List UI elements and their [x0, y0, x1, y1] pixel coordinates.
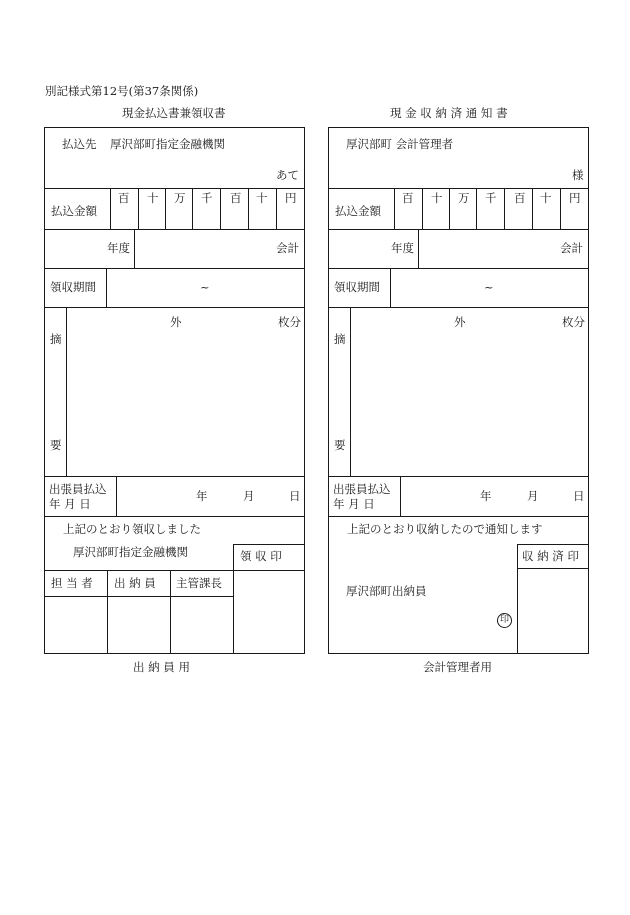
digit-label: 万 [458, 191, 470, 205]
nendo-divider [134, 229, 135, 268]
kaikei-label: 会計 [560, 241, 583, 255]
digit-label: 十 [431, 191, 443, 205]
right-footer: 会計管理者用 [423, 660, 492, 674]
summary-label-top: 摘 [334, 332, 346, 346]
nendo-divider [418, 229, 419, 268]
hoka-label: 外 [170, 315, 182, 329]
digit-divider [476, 188, 477, 229]
left-divider [44, 476, 305, 477]
amount-label: 払込金額 [335, 204, 381, 218]
date-month-label: 月 [527, 489, 539, 503]
period-label: 領収期間 [334, 280, 380, 294]
left-divider [44, 570, 305, 571]
amount-label: 払込金額 [51, 204, 97, 218]
nendo-label: 年度 [391, 241, 414, 255]
date-year-label: 年 [480, 489, 492, 503]
digit-label: 円 [285, 191, 297, 205]
staff-col-divider [170, 570, 171, 654]
right-form-title: 現 金 収 納 済 通 知 書 [390, 106, 508, 120]
right-divider [328, 516, 589, 517]
digit-label: 百 [118, 191, 130, 205]
digit-divider [422, 188, 423, 229]
hoka-label: 外 [454, 315, 466, 329]
payee-name: 厚沢部町指定金融機関 [110, 137, 225, 151]
date-day-label: 日 [573, 489, 585, 503]
dispatch-label: 出張員払込 [49, 482, 107, 496]
atena-label: あて [276, 168, 299, 182]
digit-label: 百 [514, 191, 526, 205]
dispatch-date-label: 年 月 日 [333, 497, 375, 511]
period-separator: ~ [200, 280, 210, 294]
period-divider [390, 268, 391, 307]
kaikei-label: 会計 [276, 241, 299, 255]
summary-label-bottom: 要 [50, 438, 62, 452]
digit-label: 千 [201, 191, 213, 205]
digit-label: 十 [147, 191, 159, 205]
period-label: 領収期間 [50, 280, 96, 294]
maibun-label: 枚分 [562, 315, 585, 329]
nendo-label: 年度 [107, 241, 130, 255]
dispatch-date-label: 年 月 日 [49, 497, 91, 511]
addressee-line: 厚沢部町 会計管理者 [346, 137, 454, 151]
receipt-notice: 上記のとおり領収しました [63, 522, 201, 536]
seal-box-divider [517, 544, 518, 654]
digit-label: 十 [540, 191, 552, 205]
digit-label: 千 [485, 191, 497, 205]
summary-label-bottom: 要 [334, 438, 346, 452]
left-divider [44, 307, 305, 308]
staff-col-label: 主管課長 [176, 576, 222, 590]
digit-divider [276, 188, 277, 229]
digit-divider [138, 188, 139, 229]
left-amount-divider [110, 188, 111, 229]
dispatch-divider [116, 476, 117, 516]
date-month-label: 月 [243, 489, 255, 503]
maibun-label: 枚分 [278, 315, 301, 329]
digit-divider [192, 188, 193, 229]
right-amount-divider [394, 188, 395, 229]
date-day-label: 日 [289, 489, 301, 503]
collection-seal-label: 収 納 済 印 [522, 549, 579, 563]
digit-divider [504, 188, 505, 229]
date-year-label: 年 [196, 489, 208, 503]
digit-label: 百 [230, 191, 242, 205]
digit-divider [449, 188, 450, 229]
left-divider [44, 188, 305, 189]
left-divider [44, 516, 305, 517]
right-divider [328, 188, 589, 189]
treasurer-name: 厚沢部町出納員 [346, 584, 427, 598]
right-divider [517, 568, 589, 569]
digit-divider [220, 188, 221, 229]
right-divider [328, 476, 589, 477]
right-divider [328, 268, 589, 269]
form-number-title: 別記様式第12号(第37条関係) [45, 84, 199, 98]
left-divider [44, 596, 233, 597]
digit-divider [165, 188, 166, 229]
dispatch-label: 出張員払込 [333, 482, 391, 496]
right-divider [517, 544, 589, 545]
left-divider [44, 268, 305, 269]
digit-label: 万 [174, 191, 186, 205]
summary-label-top: 摘 [50, 332, 62, 346]
left-divider [233, 544, 305, 545]
staff-col-divider [107, 570, 108, 654]
right-divider [328, 229, 589, 230]
period-divider [106, 268, 107, 307]
bank-name: 厚沢部町指定金融機関 [73, 545, 188, 559]
collection-notice: 上記のとおり収納したので通知します [347, 522, 543, 536]
left-divider [44, 229, 305, 230]
digit-divider [560, 188, 561, 229]
left-footer: 出 納 員 用 [133, 660, 190, 674]
digit-divider [248, 188, 249, 229]
sama-label: 様 [572, 168, 584, 182]
staff-col-label: 出 納 員 [114, 576, 156, 590]
dispatch-divider [400, 476, 401, 516]
digit-label: 百 [402, 191, 414, 205]
payee-label: 払込先 [62, 137, 97, 151]
left-form-title: 現金払込書兼領収書 [122, 106, 226, 120]
seal-stamp-icon: 印 [497, 613, 512, 628]
seal-box-divider [233, 544, 234, 654]
receipt-seal-label: 領 収 印 [240, 549, 282, 563]
summary-divider [350, 307, 351, 476]
summary-divider [66, 307, 67, 476]
period-separator: ~ [484, 280, 494, 294]
right-divider [328, 307, 589, 308]
digit-label: 十 [256, 191, 268, 205]
digit-divider [532, 188, 533, 229]
staff-col-label: 担 当 者 [51, 576, 93, 590]
digit-label: 円 [569, 191, 581, 205]
